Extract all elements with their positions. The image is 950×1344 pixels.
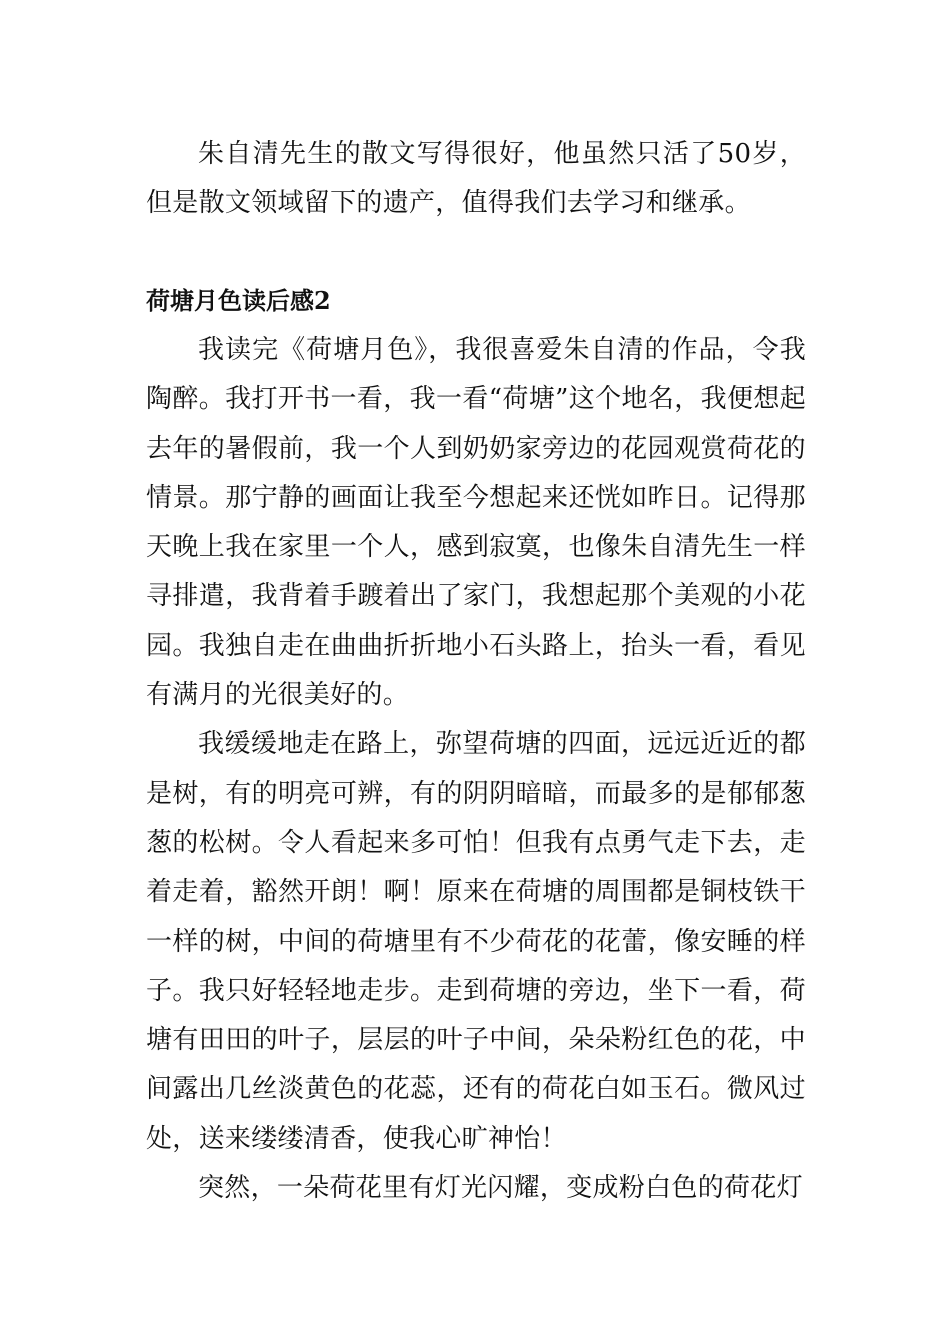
body-paragraph-2: 我缓缓地走在路上，弥望荷塘的四面，远远近近的都是树，有的明亮可辨，有的阴阴暗暗，而最多的是郁郁葱葱的松树。令人看起来多可怕！但我有点勇气走下去，走着走着，豁然开朗！啊！原来在荷塘的周围都是铜枝铁干一样的树，中间的荷塘里有不少荷花的花蕾，像安睡的样子。我只好轻轻地走步。走到荷塘的旁边，坐下一看，荷塘有田田的叶子，层层的叶子中间，朵朵粉红色的花，中间露出几丝淡黄色的花蕊，还有的荷花白如玉石。微风过处，送来缕缕清香，使我心旷神怡！ [146,729,806,1154]
body-paragraph-3: 突然，一朵荷花里有灯光闪耀，变成粉白色的荷花灯 [198,1173,803,1204]
section-title: 荷塘月色读后感2 [146,286,331,315]
section-body [146,326,806,1213]
intro-block [146,130,806,229]
body-paragraph-1: 我读完《荷塘月色》，我很喜爱朱自清的作品，令我陶醉。我打开书一看，我一看“荷塘”这个地名，我便想起去年的暑假前，我一个人到奶奶家旁边的花园观赏荷花的情景。那宁静的画面让我至今想起来还恍如昨日。记得那天晚上我在家里一个人，感到寂寞，也像朱自清先生一样寻排遣，我背着手踱着出了家门，我想起那个美观的小花园。我独自走在曲曲折折地小石头路上，抬头一看，看见有满月的光很美好的。 [146,335,806,711]
intro-paragraph: 朱自清先生的散文写得很好，他虽然只活了50岁，但是散文领域留下的遗产，值得我们去学习和继承。 [146,139,806,219]
